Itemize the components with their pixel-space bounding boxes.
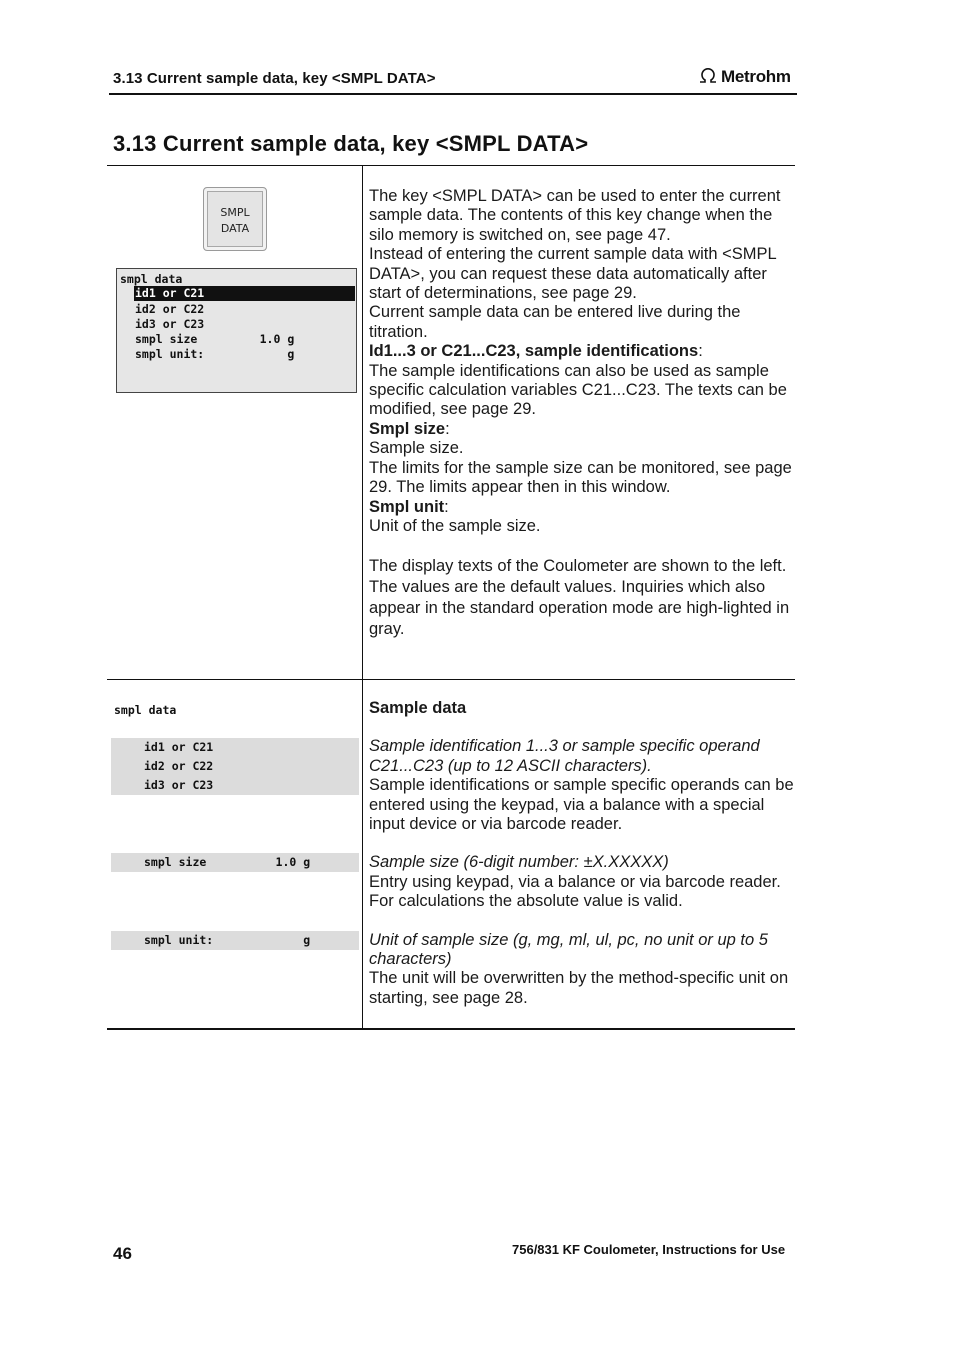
display-line: id2 or C22: [135, 302, 205, 316]
gray-block-size: [111, 853, 359, 872]
sample-data-label: smpl data: [114, 703, 177, 717]
size-description-italic: Sample size (6-digit number: ±X.XXXXX): [369, 853, 669, 872]
size-description: Entry using keypad, via a balance or via barcode reader. For calculations the absolute value is valid.: [369, 872, 781, 911]
table-bottom-rule: [107, 1028, 795, 1030]
unit-line: smpl unit: g: [144, 933, 311, 947]
id-line: id2 or C22: [144, 759, 214, 773]
header-rule: [109, 93, 797, 95]
definition-term: Smpl size: [369, 419, 446, 438]
sample-data-heading: Sample data: [369, 699, 467, 717]
display-screen: [116, 268, 357, 393]
intro-paragraph: Current sample data can be entered live during the titration.: [369, 303, 741, 341]
display-line: smpl size 1.0 g: [135, 332, 295, 346]
unit-description: The unit will be overwritten by the method-specific unit on starting, see page 28.: [369, 969, 789, 1007]
column-divider: [362, 165, 363, 1028]
smpl-data-key: [203, 187, 267, 251]
size-line: smpl size 1.0 g: [144, 855, 311, 869]
display-title: smpl data: [120, 272, 183, 286]
page-number: 46: [113, 1244, 132, 1263]
display-line-selected: id1 or C21: [134, 286, 355, 301]
document-title: 756/831 KF Coulometer, Instructions for Use: [512, 1242, 786, 1257]
id-line: id1 or C21: [144, 740, 214, 754]
definition-text: Unit of the sample size.: [369, 516, 541, 535]
definition-text: Sample size. The limits for the sample size can be monitored, see page 29. The limits appear then in this window.: [369, 439, 792, 497]
intro-text: The key <SMPL DATA> can be used to enter the current sample data. The contents of this key change when the silo memory is switched on, see page 47. Instead of entering the current sample data with <SMPL DATA>, you can request these data automatically after start of determinations, see page 29. Current sample data can be entered live during the titration. Id1...3 or C21...C23, sample identifications: The sample identifications can also be used as sample specific calculation variables C21...C23. The texts can be modified, see page 29. Smpl size: Sample size. The limits for the sample size can be monitored, see page 29. The limits appear then in this window. Smpl unit: Unit of the sample size. The display texts of the Coulometer are shown to the left. The values are the default values. Inquiries which also appear in the standard operation mode are high-lighted in gray.: [369, 187, 794, 640]
key-label-line2: DATA: [220, 222, 250, 235]
intro-paragraph: The key <SMPL DATA> can be used to enter the current sample data. The contents of this key change when the silo memory is switched on, see page 47.: [369, 187, 781, 244]
gray-block-ids: [111, 738, 359, 795]
omega-icon: [697, 68, 719, 84]
id-line: id3 or C23: [144, 778, 214, 792]
id-description-italic: Sample identification 1...3 or sample specific operand C21...C23 (up to 12 ASCII characters).: [369, 737, 760, 775]
note-text: The display texts of the Coulometer are shown to the left. The values are the default values. Inquiries which also appear in the standard operation mode are high-lighted in gray.: [369, 557, 790, 639]
definition-term: Smpl unit: [369, 497, 445, 516]
id-description: Sample identifications or sample specific operands can be entered using the keypad, via a balance with a special input device or via barcode reader.: [369, 776, 794, 834]
sample-data-text: [369, 699, 794, 1008]
table-middle-rule: [107, 679, 795, 680]
gray-block-unit: [111, 931, 359, 950]
display-line: id3 or C23: [135, 317, 205, 331]
display-line: smpl unit: g: [135, 347, 295, 361]
logo-text: Metrohm: [721, 67, 791, 86]
definition-text: The sample identifications can also be used as sample specific calculation variables C21...C23. The texts can be modified, see page 29.: [369, 361, 787, 419]
running-header: 3.13 Current sample data, key <SMPL DATA>: [113, 70, 436, 87]
metrohm-logo: [697, 67, 791, 87]
definition-term: Id1...3 or C21...C23, sample identifications: [369, 342, 699, 361]
table-top-rule: [107, 165, 795, 166]
intro-paragraph: Instead of entering the current sample data with <SMPL DATA>, you can request these data automatically after start of determinations, see page 29.: [369, 245, 777, 303]
unit-description-italic: Unit of sample size (g, mg, ml, ul, pc, no unit or up to 5 characters): [369, 930, 768, 969]
section-title: 3.13 Current sample data, key <SMPL DATA>: [113, 131, 589, 156]
key-label-line1: SMPL: [220, 206, 250, 219]
